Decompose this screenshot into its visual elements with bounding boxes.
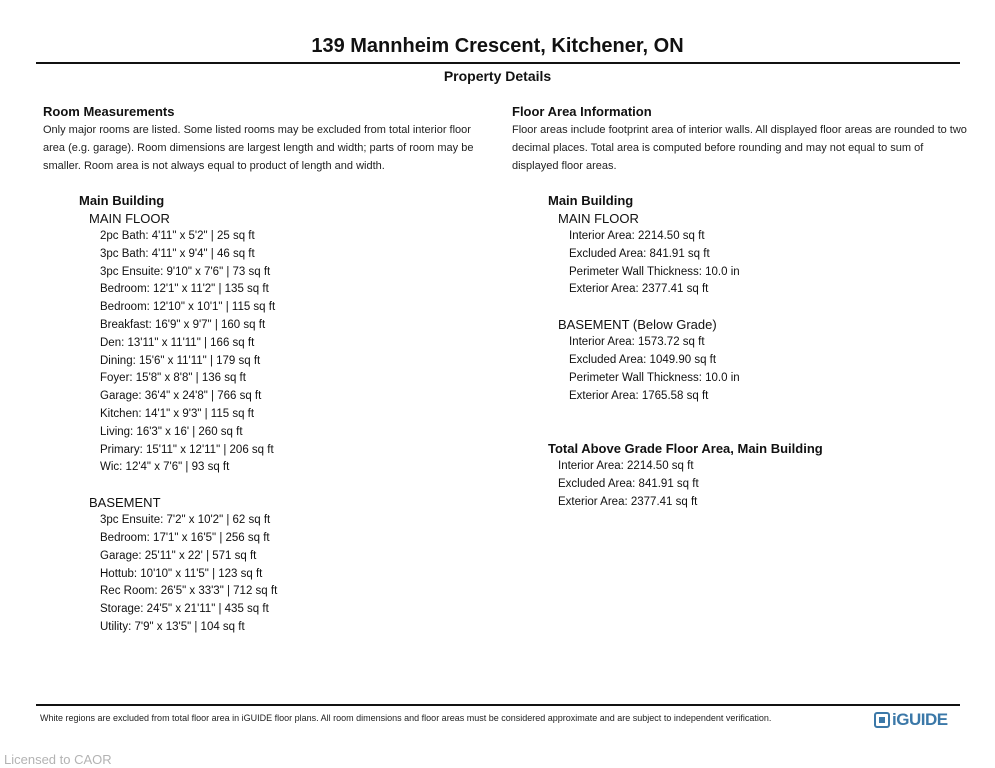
license-watermark: Licensed to CAOR (4, 752, 112, 767)
area-item: Exterior Area: 1765.58 sq ft (569, 389, 709, 402)
room-item: Bedroom: 12'10" x 10'1" | 115 sq ft (100, 301, 276, 314)
footer-divider (36, 704, 960, 706)
area-item: Perimeter Wall Thickness: 10.0 in (569, 371, 740, 384)
iguide-logo (874, 709, 948, 731)
area-item: Exterior Area: 2377.41 sq ft (558, 495, 698, 508)
iguide-logo-text: iGUIDE (892, 710, 948, 729)
area-basement-heading: BASEMENT (Below Grade) (558, 317, 717, 333)
footer-disclaimer: White regions are excluded from total floor area in iGUIDE floor plans. All room dimensions and floor areas must be considered approximate and are subject to independent verification. (40, 713, 772, 723)
area-item: Excluded Area: 841.91 sq ft (569, 247, 710, 260)
floor-area-heading: Floor Area Information (512, 104, 652, 119)
main-floor-room-list (43, 228, 493, 477)
room-main-floor-heading: MAIN FLOOR (89, 211, 170, 226)
basement-area-list (512, 334, 967, 405)
room-item: Dining: 15'6" x 11'11" | 179 sq ft (100, 354, 261, 367)
iguide-logo-icon (874, 712, 890, 728)
room-measurements-heading: Room Measurements (43, 104, 175, 119)
area-main-floor-heading: MAIN FLOOR (558, 211, 639, 226)
room-measurements-section (43, 103, 493, 637)
basement-room-list (43, 512, 493, 637)
room-item: 3pc Ensuite: 9'10" x 7'6" | 73 sq ft (100, 265, 271, 278)
room-item: Garage: 25'11" x 22' | 571 sq ft (100, 549, 257, 562)
main-floor-area-list (512, 228, 967, 299)
room-item: 3pc Ensuite: 7'2" x 10'2" | 62 sq ft (100, 514, 271, 527)
room-item: Breakfast: 16'9" x 9'7" | 160 sq ft (100, 318, 266, 331)
room-item: Foyer: 15'8" x 8'8" | 136 sq ft (100, 372, 246, 385)
floor-area-section (512, 103, 967, 512)
floor-area-intro: Floor areas include footprint area of interior walls. All displayed floor areas are rounded to two decimal places. Total area is computed before rounding and may not equal to sum of displayed floor areas. (512, 124, 967, 172)
total-area-heading: Total Above Grade Floor Area, Main Building (548, 441, 823, 457)
room-item: Utility: 7'9" x 13'5" | 104 sq ft (100, 620, 245, 633)
area-item: Interior Area: 2214.50 sq ft (558, 460, 694, 473)
area-item: Interior Area: 1573.72 sq ft (569, 336, 705, 349)
room-item: Den: 13'11" x 11'11" | 166 sq ft (100, 336, 255, 349)
room-item: Bedroom: 12'1" x 11'2" | 135 sq ft (100, 283, 269, 296)
room-measurements-intro: Only major rooms are listed. Some listed rooms may be excluded from total interior floor area (e.g. garage). Room dimensions are largest length and width; parts of room may be smaller. Room area is not always equal to product of length and width. (43, 124, 474, 172)
total-area-list (512, 458, 967, 511)
room-building-heading: Main Building (79, 193, 165, 208)
room-basement-heading: BASEMENT (89, 495, 161, 511)
area-item: Exterior Area: 2377.41 sq ft (569, 283, 709, 296)
room-item: Kitchen: 14'1" x 9'3" | 115 sq ft (100, 407, 255, 420)
room-item: Rec Room: 26'5" x 33'3" | 712 sq ft (100, 585, 278, 598)
room-item: Wic: 12'4" x 7'6" | 93 sq ft (100, 461, 230, 474)
area-item: Excluded Area: 1049.90 sq ft (569, 353, 717, 366)
room-item: Hottub: 10'10" x 11'5" | 123 sq ft (100, 567, 263, 580)
header-divider (36, 62, 960, 64)
room-item: Storage: 24'5" x 21'11" | 435 sq ft (100, 603, 269, 616)
room-item: 2pc Bath: 4'11" x 5'2" | 25 sq ft (100, 230, 255, 242)
page-subtitle: Property Details (443, 68, 552, 84)
room-item: Garage: 36'4" x 24'8" | 766 sq ft (100, 390, 262, 403)
room-item: Bedroom: 17'1" x 16'5" | 256 sq ft (100, 531, 270, 544)
area-item: Perimeter Wall Thickness: 10.0 in (569, 265, 740, 278)
room-item: 3pc Bath: 4'11" x 9'4" | 46 sq ft (100, 247, 255, 260)
area-item: Interior Area: 2214.50 sq ft (569, 230, 705, 242)
area-building-heading: Main Building (548, 193, 634, 208)
room-item: Living: 16'3" x 16' | 260 sq ft (100, 425, 243, 438)
room-item: Primary: 15'11" x 12'11" | 206 sq ft (100, 443, 274, 456)
page-title: 139 Mannheim Crescent, Kitchener, ON (311, 35, 684, 57)
area-item: Excluded Area: 841.91 sq ft (558, 478, 699, 491)
